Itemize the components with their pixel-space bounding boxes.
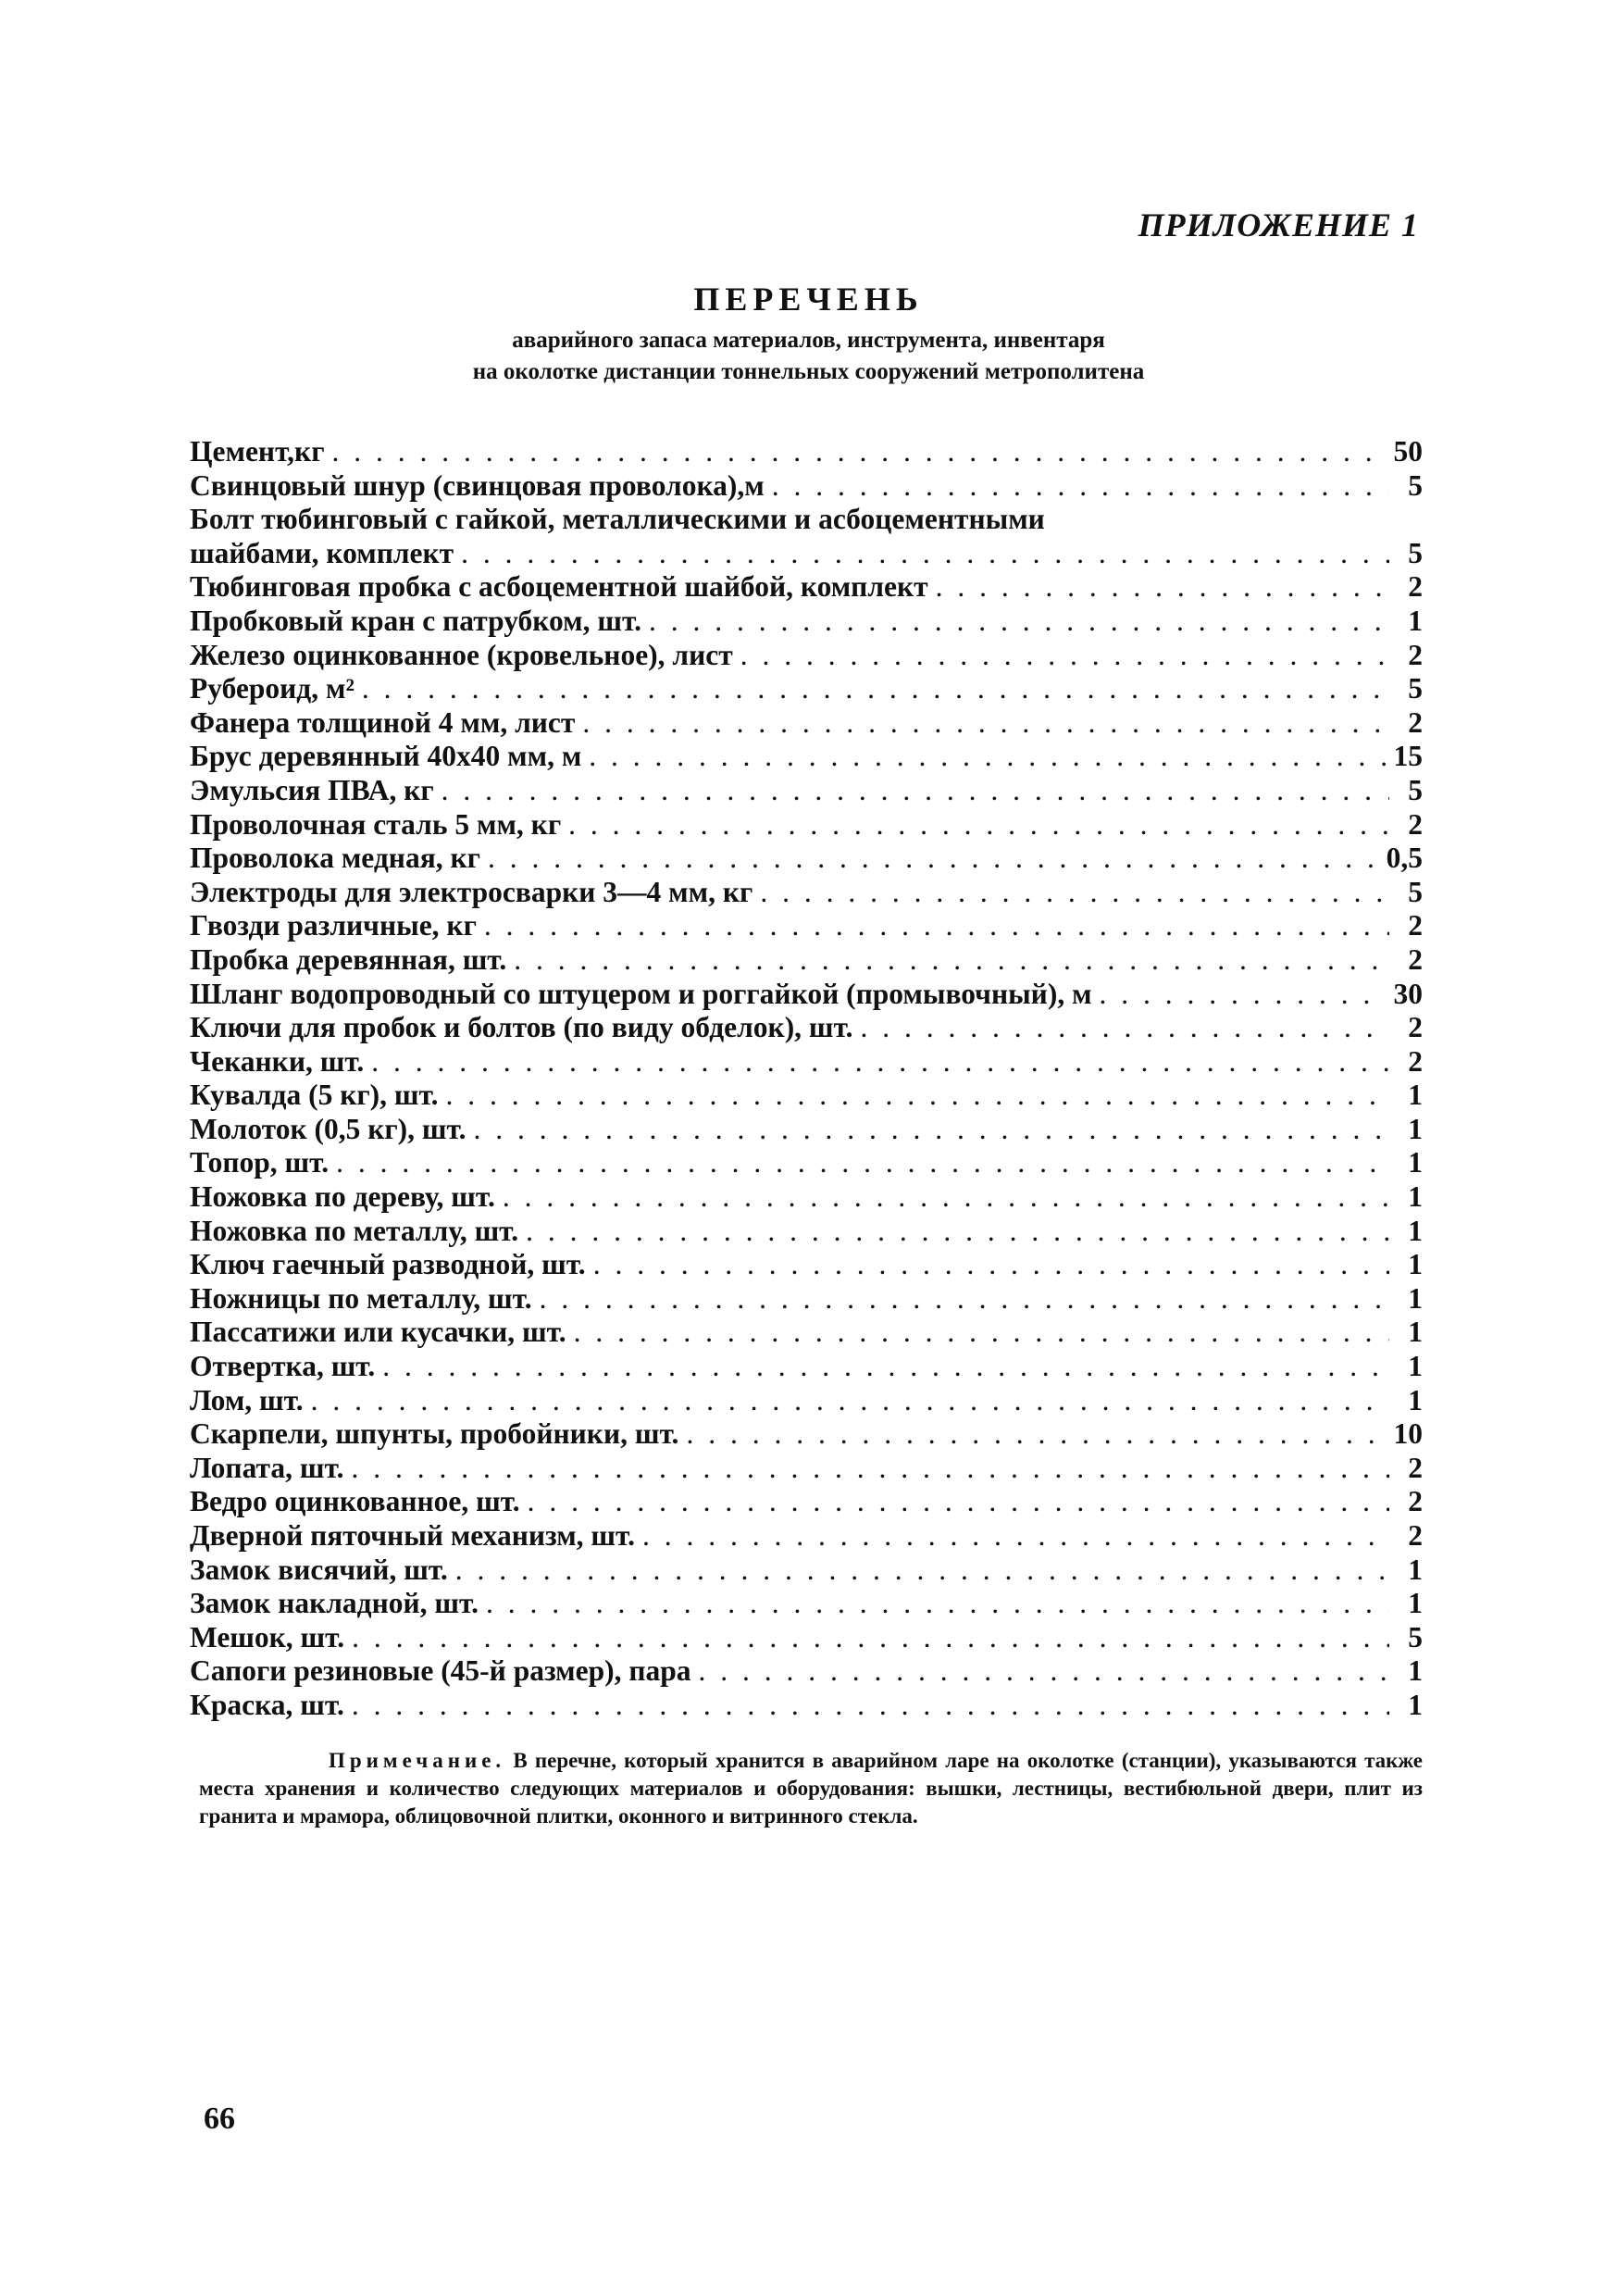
leader-dots	[484, 909, 1389, 943]
item-quantity: 1	[1408, 1281, 1423, 1315]
list-item	[190, 435, 1423, 469]
leader-dots	[772, 469, 1389, 504]
item-quantity: 5	[1408, 672, 1423, 705]
item-quantity: 5	[1408, 536, 1423, 569]
item-name: Ключ гаечный разводной, шт.	[190, 1248, 586, 1281]
item-name: Кувалда (5 кг), шт.	[190, 1079, 439, 1112]
item-quantity: 2	[1408, 705, 1423, 739]
leader-dots	[760, 876, 1389, 910]
leader-dots	[503, 1180, 1389, 1215]
list-item	[190, 943, 1423, 978]
note-label: Примечание.	[329, 1749, 506, 1772]
leader-dots	[514, 943, 1389, 978]
leader-dots	[332, 435, 1387, 469]
leader-dots	[371, 1045, 1389, 1079]
list-item	[190, 1350, 1423, 1384]
item-name: Ножовка по дереву, шт.	[190, 1180, 495, 1214]
item-quantity: 50	[1393, 435, 1423, 468]
list-item	[190, 537, 1423, 571]
item-name: Топор, шт.	[190, 1146, 330, 1179]
item-name: Дверной пяточный механизм, шт.	[190, 1519, 636, 1552]
item-quantity: 5	[1408, 773, 1423, 806]
item-quantity: 1	[1408, 1214, 1423, 1247]
item-name: Ножницы по металлу, шт.	[190, 1281, 532, 1315]
leader-dots	[861, 1011, 1389, 1045]
leader-dots	[686, 1417, 1386, 1452]
item-name: Цемент,кг	[190, 435, 325, 468]
item-name: Железо оцинкованное (кровельное), лист	[190, 638, 733, 671]
list-item-continued	[190, 503, 1423, 537]
item-name: Лом, шт.	[190, 1383, 304, 1416]
item-name: Проволочная сталь 5 мм, кг	[190, 807, 562, 841]
item-quantity: 1	[1408, 1587, 1423, 1620]
item-name: Ведро оцинкованное, шт.	[190, 1485, 520, 1518]
leader-dots	[582, 706, 1389, 741]
item-name: Скарпели, шпунты, пробойники, шт.	[190, 1417, 679, 1451]
list-item	[190, 1079, 1423, 1113]
item-name: Ножовка по металлу, шт.	[190, 1214, 519, 1247]
leader-dots	[528, 1485, 1389, 1519]
list-item	[190, 740, 1423, 774]
list-item	[190, 1215, 1423, 1249]
list-item	[190, 842, 1423, 876]
list-item	[190, 1452, 1423, 1486]
item-quantity: 1	[1408, 1248, 1423, 1281]
leader-dots	[352, 1689, 1389, 1723]
item-name: Фанера толщиной 4 мм, лист	[190, 705, 576, 739]
item-quantity: 2	[1408, 909, 1423, 942]
leader-dots	[311, 1384, 1389, 1418]
item-name: Проволока медная, кг	[190, 842, 480, 875]
item-name: Сапоги резиновые (45-й размер), пара	[190, 1654, 691, 1688]
item-name: Свинцовый шнур (свинцовая проволока),м	[190, 468, 765, 502]
list-item	[190, 1519, 1423, 1554]
list-item	[190, 1316, 1423, 1350]
item-name: Ключи для пробок и болтов (по виду обделок), шт.	[190, 1011, 853, 1044]
item-quantity: 1	[1408, 1316, 1423, 1349]
item-quantity: 0,5	[1386, 842, 1423, 875]
item-name: Лопата, шт.	[190, 1451, 344, 1484]
leader-dots	[593, 1248, 1389, 1282]
item-quantity: 15	[1393, 740, 1423, 773]
item-quantity: 5	[1408, 468, 1423, 502]
leader-dots	[486, 1587, 1389, 1621]
list-item	[190, 1485, 1423, 1519]
item-quantity: 1	[1408, 1146, 1423, 1179]
list-item	[190, 1417, 1423, 1452]
item-name: Пассатижи или кусачки, шт.	[190, 1316, 566, 1349]
appendix-label: ПРИЛОЖЕНИЕ 1	[1138, 206, 1419, 243]
item-name: Пробка деревянная, шт.	[190, 942, 507, 976]
item-quantity: 2	[1408, 1044, 1423, 1078]
list-item	[190, 808, 1423, 842]
leader-dots	[442, 774, 1389, 808]
list-item	[190, 1113, 1423, 1147]
item-name: Пробковый кран с патрубком, шт.	[190, 604, 641, 637]
item-quantity: 2	[1408, 1011, 1423, 1044]
list-item	[190, 909, 1423, 943]
leader-dots	[699, 1654, 1389, 1689]
leader-dots	[336, 1146, 1389, 1180]
item-quantity: 2	[1408, 1451, 1423, 1484]
item-quantity: 1	[1408, 604, 1423, 637]
leader-dots	[574, 1316, 1389, 1350]
leader-dots	[740, 639, 1389, 673]
item-quantity: 1	[1408, 1350, 1423, 1383]
subtitle-line-1: аварийного запаса материалов, инструмента, инвентаря	[512, 328, 1105, 353]
item-quantity: 1	[1408, 1383, 1423, 1416]
list-item	[190, 1621, 1423, 1655]
item-quantity: 2	[1408, 1519, 1423, 1552]
item-quantity: 1	[1408, 1079, 1423, 1112]
item-quantity: 5	[1408, 1620, 1423, 1653]
list-item	[190, 706, 1423, 741]
list-item	[190, 1045, 1423, 1079]
item-list	[190, 435, 1423, 1723]
leader-dots	[1100, 978, 1387, 1012]
list-item	[190, 1180, 1423, 1215]
leader-dots	[351, 1452, 1389, 1486]
leader-dots	[526, 1215, 1389, 1249]
item-name: Рубероид, м²	[190, 672, 354, 705]
list-item	[190, 774, 1423, 808]
item-quantity: 5	[1408, 875, 1423, 908]
item-quantity: 2	[1408, 638, 1423, 671]
item-name: Отвертка, шт.	[190, 1350, 376, 1383]
leader-dots	[474, 1113, 1390, 1147]
note-text: В перечне, который хранится в аварийном ларе на околотке (станции), указываются также места хранения и количество следующих материалов и оборудования: вышки, лестницы, вестибюльной двери, плит из гранита и мрамора, облицовочной плитки, оконного и витринного стекла.	[199, 1749, 1423, 1828]
item-name: Мешок, шт.	[190, 1620, 345, 1653]
leader-dots	[461, 537, 1389, 571]
leader-dots	[352, 1621, 1389, 1655]
item-name: Замок накладной, шт.	[190, 1587, 479, 1620]
item-name: Электроды для электросварки 3—4 мм, кг	[190, 875, 753, 908]
list-item	[190, 672, 1423, 706]
item-name: Шланг водопроводный со штуцером и роггайкой (промывочный), м	[190, 977, 1092, 1010]
item-quantity: 2	[1408, 807, 1423, 841]
item-quantity: 1	[1408, 1654, 1423, 1688]
list-item	[190, 1011, 1423, 1045]
list-item	[190, 1384, 1423, 1418]
leader-dots	[382, 1350, 1389, 1384]
document-title: ПЕРЕЧЕНЬ	[693, 281, 924, 318]
item-name: Тюбинговая пробка с асбоцементной шайбой, комплект	[190, 570, 928, 604]
leader-dots	[568, 808, 1389, 842]
item-name: Гвозди различные, кг	[190, 909, 477, 942]
leader-dots	[642, 1519, 1389, 1554]
subtitle-line-2: на околотке дистанции тоннельных сооружений метрополитена	[472, 359, 1145, 384]
leader-dots	[589, 740, 1386, 774]
item-name: Замок висячий, шт.	[190, 1553, 448, 1586]
list-item	[190, 1689, 1423, 1723]
list-item	[190, 1282, 1423, 1316]
list-item	[190, 876, 1423, 910]
item-name: Болт тюбинговый с гайкой, металлическими и асбоцементными	[190, 503, 1045, 536]
leader-dots	[540, 1282, 1389, 1316]
item-name: Эмульсия ПВА, кг	[190, 773, 434, 806]
item-quantity: 1	[1408, 1112, 1423, 1145]
item-quantity: 1	[1408, 1553, 1423, 1586]
item-quantity: 1	[1408, 1688, 1423, 1721]
list-item	[190, 1587, 1423, 1621]
list-item	[190, 1248, 1423, 1282]
item-name: Брус деревянный 40x40 мм, м	[190, 740, 582, 773]
item-name: Краска, шт.	[190, 1688, 344, 1721]
item-name: шайбами, комплект	[190, 536, 454, 569]
list-item	[190, 978, 1423, 1012]
item-quantity: 1	[1408, 1180, 1423, 1214]
leader-dots	[445, 1079, 1389, 1113]
list-item	[190, 1654, 1423, 1689]
leader-dots	[455, 1554, 1389, 1588]
note-paragraph	[199, 1747, 1423, 1830]
list-item	[190, 1554, 1423, 1588]
item-quantity: 2	[1408, 570, 1423, 604]
list-item	[190, 605, 1423, 639]
leader-dots	[936, 570, 1389, 605]
leader-dots	[488, 842, 1379, 876]
list-item	[190, 639, 1423, 673]
list-item	[190, 1146, 1423, 1180]
item-quantity: 2	[1408, 1485, 1423, 1518]
item-name: Молоток (0,5 кг), шт.	[190, 1112, 466, 1145]
page-number: 66	[204, 2102, 235, 2136]
list-item	[190, 469, 1423, 504]
list-item	[190, 570, 1423, 605]
item-name: Чеканки, шт.	[190, 1044, 365, 1078]
leader-dots	[649, 605, 1389, 639]
item-quantity: 2	[1408, 942, 1423, 976]
item-quantity: 10	[1393, 1417, 1423, 1451]
leader-dots	[362, 672, 1389, 706]
item-quantity: 30	[1393, 977, 1423, 1010]
